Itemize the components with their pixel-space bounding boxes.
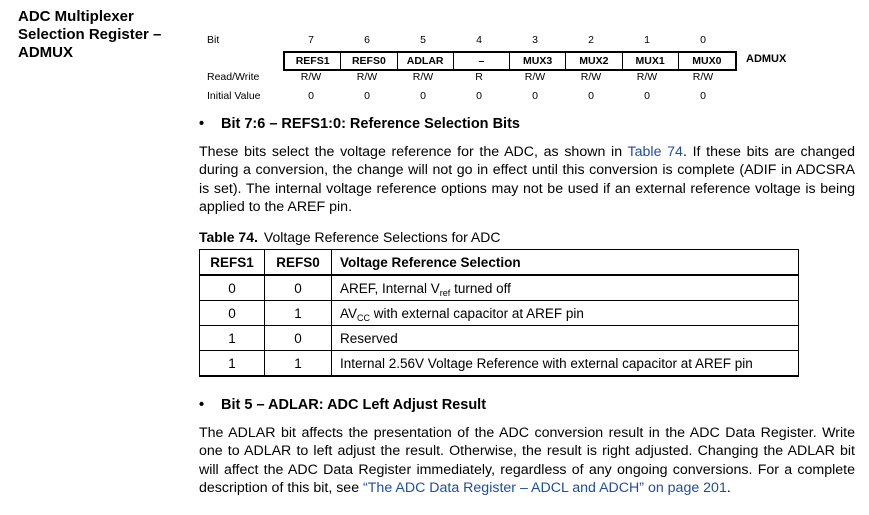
initial-value: 0 (588, 90, 594, 102)
paragraph-refs (199, 143, 855, 217)
table-header: REFS1 (200, 250, 265, 276)
paragraph-adlar (199, 424, 855, 498)
read-write-value: R/W (524, 71, 546, 83)
table-cell: 0 (265, 326, 332, 351)
paragraph-text: The ADLAR bit affects the presentation of the ADC conversion result in the ADC Data Register. Write one to ADLAR to left adjust the result. Otherwise, the result is right adjusted. Changing the ADLAR bit will affect the ADC Data Register immediately, regardless of any ongoing conversions. For a complete description of this bit, see (199, 425, 855, 497)
cell-text: with external capacitor at AREF pin (370, 305, 584, 321)
section-title-line: Selection Register – (18, 26, 162, 43)
register-field: MUX2 (566, 53, 622, 69)
register-diagram (205, 32, 805, 107)
initial-value: 0 (420, 90, 426, 102)
table-74-link[interactable]: Table 74 (627, 144, 683, 160)
cell-text: Internal 2.56V Voltage Reference with external capacitor at AREF pin (340, 355, 753, 371)
bullet-icon: • (199, 397, 205, 413)
register-field: – (454, 53, 510, 69)
read-write-value: R/W (356, 71, 378, 83)
table-caption-label: Table 74. (199, 229, 258, 245)
table-header-row (200, 250, 799, 276)
table-cell: 1 (200, 326, 265, 351)
read-write-value: R/W (580, 71, 602, 83)
read-write-value: R/W (300, 71, 322, 83)
table-cell (332, 326, 799, 351)
table-cell: 1 (265, 351, 332, 377)
bit-number: 4 (476, 34, 482, 46)
initial-value-row (283, 90, 731, 102)
initial-value: 0 (532, 90, 538, 102)
read-write-value: R (475, 71, 483, 83)
bit-number: 7 (308, 34, 314, 46)
bit-number-row (283, 34, 731, 46)
register-field: MUX1 (623, 53, 679, 69)
table-cell: 0 (200, 301, 265, 326)
register-name: ADMUX (746, 53, 787, 65)
paragraph-text: . (726, 480, 731, 497)
table-cell (332, 351, 799, 377)
bit-number: 6 (364, 34, 370, 46)
table-cell: 1 (200, 351, 265, 377)
cell-text: AREF, Internal V (340, 280, 440, 296)
cell-text: AV (340, 305, 358, 321)
initial-value: 0 (476, 90, 482, 102)
voltage-reference-table (199, 249, 799, 377)
initial-value: 0 (644, 90, 650, 102)
section-heading-text: Bit 5 – ADLAR: ADC Left Adjust Result (221, 397, 487, 413)
cell-text: turned off (450, 280, 511, 296)
bit-number: 2 (588, 34, 594, 46)
paragraph-text: . If these bits are changed during a conversion, the change will not go in effect until this conversion is complete (ADIF in ADCSRA is set). The internal voltage reference options may not be used if an external reference voltage is being applied to the AREF pin. (199, 144, 855, 216)
bit-number: 0 (700, 34, 706, 46)
table-row (200, 301, 799, 326)
read-write-row (283, 71, 731, 83)
initial-value: 0 (308, 90, 314, 102)
table-cell (332, 275, 799, 301)
section-heading-text: Bit 7:6 – REFS1:0: Reference Selection Bits (221, 116, 520, 132)
paragraph-text: These bits select the voltage reference for the ADC, as shown in (199, 144, 628, 160)
table-caption-text: Voltage Reference Selections for ADC (263, 229, 501, 245)
table-cell: 0 (200, 275, 265, 301)
table-caption (199, 229, 500, 245)
read-write-value: R/W (412, 71, 434, 83)
table-header: Voltage Reference Selection (332, 250, 799, 276)
register-field: REFS1 (285, 53, 341, 69)
bit-number: 5 (420, 34, 426, 46)
table-cell (332, 301, 799, 326)
read-write-label: Read/Write (207, 71, 260, 83)
read-write-value: R/W (692, 71, 714, 83)
table-header: REFS0 (265, 250, 332, 276)
cell-text: Reserved (340, 330, 398, 346)
table-cell: 0 (265, 275, 332, 301)
cell-subscript: CC (357, 312, 371, 323)
table-row (200, 351, 799, 377)
initial-value: 0 (700, 90, 706, 102)
adc-data-register-link[interactable]: “The ADC Data Register – ADCL and ADCH” on page 201 (363, 480, 727, 497)
section-title-line: ADMUX (18, 44, 73, 61)
bit-number: 1 (644, 34, 650, 46)
register-field: MUX3 (510, 53, 566, 69)
register-field: MUX0 (692, 55, 722, 67)
table-row (200, 326, 799, 351)
bullet-icon: • (199, 116, 205, 132)
table-cell: 1 (265, 301, 332, 326)
register-field: ADLAR (398, 53, 454, 69)
bit-row-label: Bit (207, 34, 220, 46)
cell-subscript: ref (439, 287, 451, 298)
section-title-line: ADC Multiplexer (18, 8, 134, 25)
register-field: REFS0 (341, 53, 397, 69)
read-write-value: R/W (636, 71, 658, 83)
initial-value: 0 (364, 90, 370, 102)
section-heading-refs (199, 116, 520, 132)
table-row (200, 275, 799, 301)
register-field-box (283, 51, 737, 71)
bit-number: 3 (532, 34, 538, 46)
section-title (18, 8, 188, 62)
initial-value-label: Initial Value (207, 90, 261, 102)
section-heading-adlar (199, 397, 486, 413)
